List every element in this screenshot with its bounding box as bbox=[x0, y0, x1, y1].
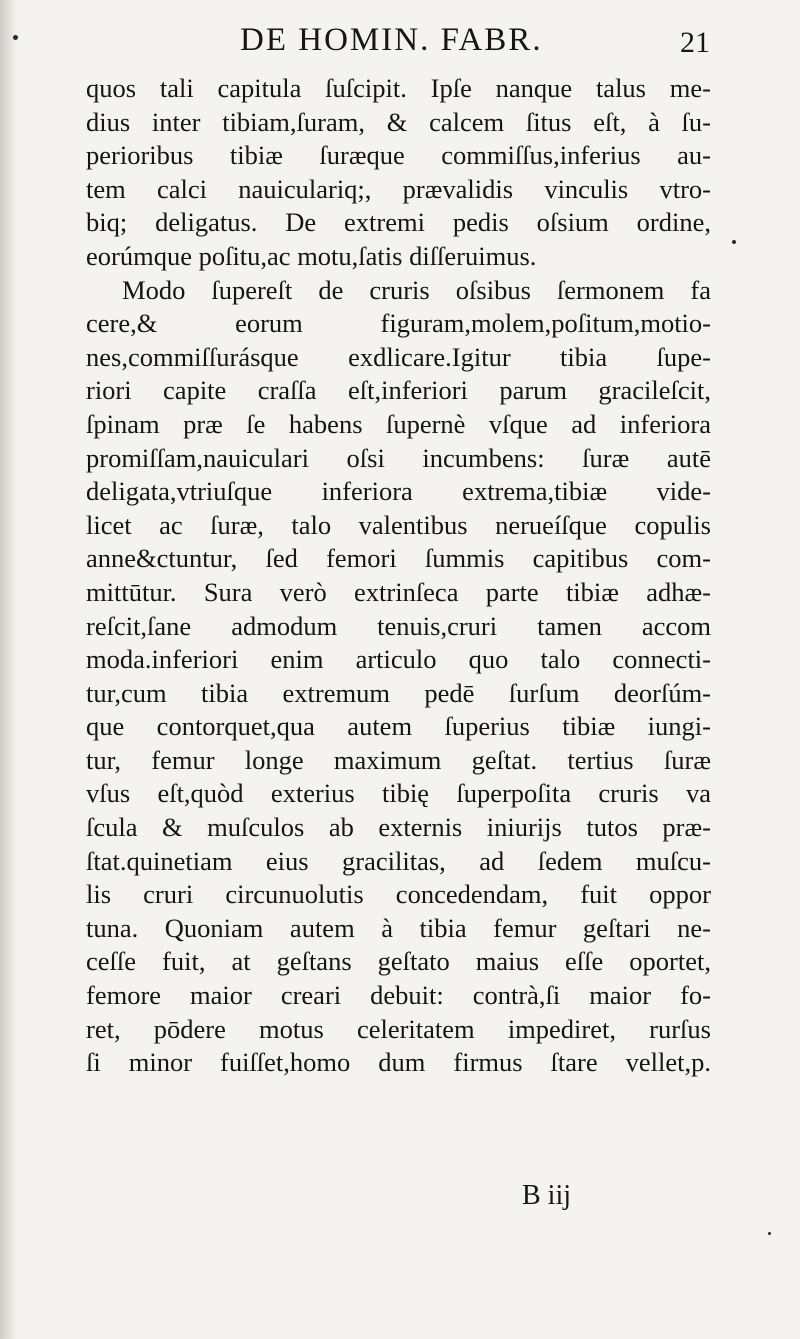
text-line: femore maior creari debuit: contrà,ſi maior fo- bbox=[86, 980, 711, 1011]
text-line: ſpinam præ ſe habens ſupernè vſque ad inferiora bbox=[86, 408, 711, 439]
paragraph-2 bbox=[86, 274, 711, 1080]
ink-speck bbox=[768, 1232, 771, 1235]
text-line: reſcit,ſane admodum tenuis,cruri tamen accom bbox=[86, 610, 711, 641]
text-line: tur,cum tibia extremum pedē ſurſum deorſúm- bbox=[86, 677, 711, 708]
text-line: nes,commiſſurásque exdlicare.Igitur tibia ſupe- bbox=[86, 341, 711, 372]
text-line: tuna. Quoniam autem à tibia femur geſtari ne- bbox=[86, 912, 711, 943]
text-line: mittūtur. Sura verò extrinſeca parte tibiæ adhæ- bbox=[86, 576, 711, 607]
text-line: biq; deligatus. De extremi pedis oſsium ordine, bbox=[86, 207, 711, 238]
text-line: dius inter tibiam,ſuram, & calcem ſitus eſt, à ſu- bbox=[86, 106, 711, 137]
text-line: lis cruri circunuolutis concedendam, fuit oppor bbox=[86, 879, 711, 910]
text-line: ceſſe fuit, at geſtans geſtato maius eſſe oportet, bbox=[86, 946, 711, 977]
text-line: perioribus tibiæ ſuræque commiſſus,inferius au- bbox=[86, 140, 711, 171]
text-line: promiſſam,nauiculari oſsi incumbens: ſuræ autē bbox=[86, 442, 711, 473]
text-line: anne&ctuntur, ſed femori ſummis capitibus com- bbox=[86, 543, 711, 574]
text-line: eorúmque poſitu,ac motu,ſatis diſſeruimus. bbox=[86, 240, 537, 271]
text-line: Modo ſupereſt de cruris oſsibus ſermonem fa bbox=[122, 274, 711, 305]
text-line: ſtat.quinetiam eius gracilitas, ad ſedem muſcu- bbox=[86, 845, 711, 876]
text-line: ſcula & muſculos ab externis iniurijs tutos præ- bbox=[86, 812, 711, 843]
binding-shadow bbox=[0, 0, 18, 1339]
text-line: ret, pōdere motus celeritatem impediret, rurſus bbox=[86, 1013, 711, 1044]
text-line: riori capite craſſa eſt,inferiori parum gracileſcit, bbox=[86, 375, 711, 406]
ink-speck bbox=[13, 35, 18, 40]
text-line: moda.inferiori enim articulo quo talo connecti- bbox=[86, 644, 711, 675]
ink-speck bbox=[732, 240, 736, 244]
text-line: quos tali capitula ſuſcipit. Ipſe nanque talus me- bbox=[86, 73, 711, 103]
running-head bbox=[240, 22, 710, 66]
text-line: tem calci nauiculariq;, prævalidis vinculis vtro- bbox=[86, 173, 711, 204]
text-line: que contorquet,qua autem ſuperius tibiæ iungi- bbox=[86, 711, 711, 742]
text-line: deligata,vtriuſque inferiora extrema,tibiæ vide- bbox=[86, 476, 711, 507]
page-number: 21 bbox=[680, 26, 710, 59]
text-line: licet ac ſuræ, talo valentibus nerueíſque copulis bbox=[86, 509, 711, 540]
body-text bbox=[86, 72, 711, 1080]
text-line: vſus eſt,quòd exterius tibię ſuperpoſita cruris va bbox=[86, 778, 711, 809]
signature-mark: B iij bbox=[522, 1180, 572, 1211]
text-line: cere,& eorum figuram,molem,poſitum,motio- bbox=[86, 308, 711, 339]
text-line: ſi minor fuiſſet,homo dum firmus ſtare vellet,p. bbox=[86, 1047, 711, 1078]
paragraph-1 bbox=[86, 72, 711, 274]
text-line: tur, femur longe maximum geſtat. tertius ſuræ bbox=[86, 744, 711, 775]
running-title: DE HOMIN. FABR. bbox=[240, 22, 543, 58]
